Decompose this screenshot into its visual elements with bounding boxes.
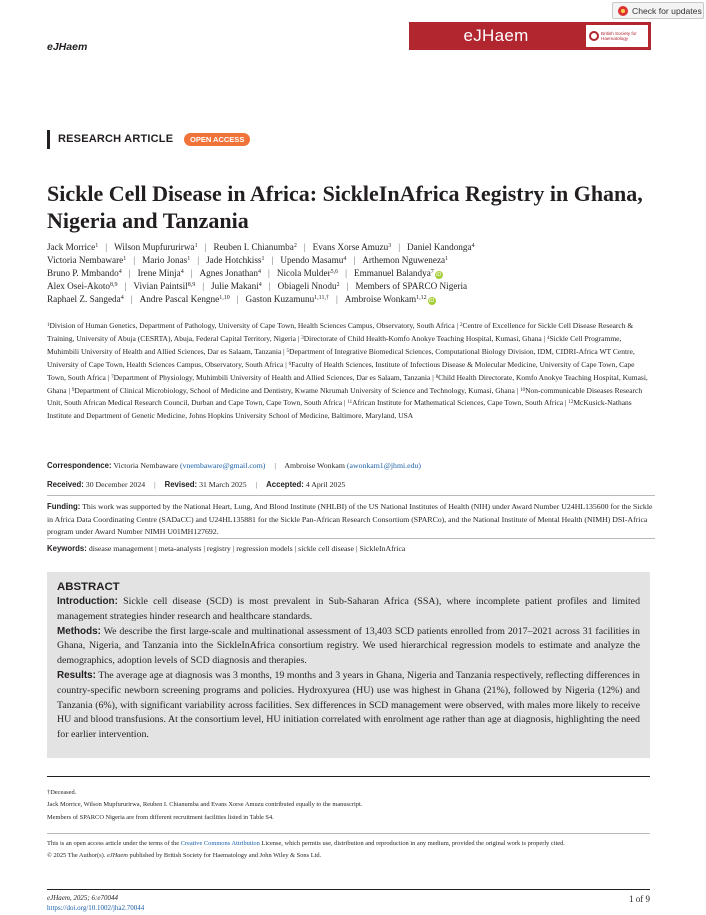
article-dates: Received: 30 December 2024 | Revised: 31 March 2025 | Accepted: 4 April 2025 (47, 480, 346, 489)
society-line-2: Haematology (601, 36, 629, 41)
author-separator: | (190, 268, 193, 278)
author[interactable]: Agnes Jonathan$^4$ (199, 268, 261, 278)
affiliation: $^9$Department of Clinical Microbiology, School of Medicine and Dentistry, Kwame Nkrumah University of Science and Technology, Kumasi, Ghana (71, 385, 515, 395)
author-separator: | (202, 281, 205, 291)
author-list (47, 240, 677, 305)
funding-statement: Funding: This work was supported by the National Heart, Lung, And Blood Institute (NHLBI) of the US National Institutes of Health (NIH) under Award Number U24HL135600 for the Sickle in Africa Data Coordinating Centre (SADaCC) and U24HL135881 for the Sickle Pan-African Research Consortium (SPARCo), and the National Institute of Mental Health (NIMH) DSI-Africa program under Award Number NIMH U01MH127692. (47, 502, 653, 536)
abstract-box (47, 572, 650, 758)
journal-running-head: eJHaem (47, 41, 88, 53)
footnote-equal-contribution: Jack Morrice, Wilson Mupfururirwa, Reuben I. Chianumba and Evans Xorse Amuzu contributed equally to the manuscript. (47, 801, 363, 809)
correspondence-email-2[interactable]: (awonkam1@jhmi.edu) (346, 461, 421, 470)
footnotes (47, 787, 653, 824)
open-access-badge: OPEN ACCESS (184, 133, 250, 146)
society-logo (586, 25, 648, 47)
author[interactable]: Arthemon Nguweneza$^1$ (362, 255, 449, 265)
affiliation: $^7$Department of Physiology, Muhimbili University of Health and Allied Sciences, Dar es Salaam, Tanzania (111, 372, 431, 382)
affiliations: $^1$Division of Human Genetics, Department of Pathology, University of Cape Town, Health Sciences Campus, Observatory, South Africa | $^2$Centre of Excellence for Sickle Cell Disease Research & Training, University of Abuja (CESRTA), Abuja, Federal Capital Territory, Nigeria | $^3$Directorate of Child Health-Komfo Anokye Teaching Hospital, Kumasi, Ghana | $^4$Sickle Cell Programme, Muhimbili University of Health and Allied Sciences, Dar es Salaam, Tanzania | $^5$Department of Integrative Biomedical Sciences, Computational Biology Division, IDM, CIDRI-Africa WT Centre, University of Cape Town, Health Sciences Campus, Observatory, South Africa | $^6$Faculty of Health Sciences, Institute of Infectious Disease & Molecular Medicine, University of Cape Town, Cape Town, South Africa | $^7$Department of Physiology, Muhimbili University of Health and Allied Sciences, Dar es Salaam, Tanzania | $^8$Child Health Directorate, Komfo Anokye Teaching Hospital, Kumasi, Ghana | $^9$Department of Clinical Microbiology, School of Medicine and Dentistry, Kwame Nkrumah University of Science and Technology, Kumasi, Ghana | $^{10}$Non-communicable Diseases Research Unit, South African Medical Research Council, Durban and Cape Town, Cape Town, South Africa | $^{11}$African Institute for Mathematical Sciences, Cape Town, South Africa | $^{12}$McKusick-Nathans Institute and Department of Genetic Medicine, Johns Hopkins University School of Medicine, Baltimore, Maryland, USA (47, 321, 648, 421)
correspondence-name-1: Victoria Nembaware (113, 461, 179, 470)
received-date: 30 December 2024 (85, 480, 146, 489)
author-separator: | (353, 255, 356, 265)
author-line (47, 292, 677, 305)
crossmark-icon (618, 6, 628, 16)
category-bar (47, 130, 50, 149)
journal-banner (409, 22, 651, 50)
author[interactable]: Raphael Z. Sangeda$^4$ (47, 294, 124, 304)
author[interactable]: Andre Pascal Kengne$^{1,10}$ (139, 294, 230, 304)
author[interactable]: Jade Hotchkiss$^1$ (206, 255, 265, 265)
page-number: 1 of 9 (629, 894, 650, 904)
author[interactable]: Victoria Nembaware$^1$ (47, 255, 127, 265)
affiliation: $^{11}$African Institute for Mathematical Sciences, Cape Town, South Africa (347, 398, 564, 408)
article-title: Sickle Cell Disease in Africa: SickleInAfrica Registry in Ghana, Nigeria and Tanzania (47, 181, 643, 233)
creative-commons-link[interactable]: Creative Commons Attribution (180, 840, 260, 847)
author[interactable]: Vivian Paintsil$^{8,9}$ (133, 281, 196, 291)
author-line (47, 253, 677, 266)
affiliation: $^5$Department of Integrative Biomedical Sciences, Computational Biology Division, IDM, CIDRI-Africa WT Centre, University of Cape Town, Health Sciences Campus, Observatory, South Africa (47, 346, 635, 369)
check-for-updates-label: Check for updates (632, 5, 702, 16)
author-separator: | (124, 281, 127, 291)
author[interactable]: Alex Osei-Akoto$^{8,9}$ (47, 281, 118, 291)
footnote-members: Members of SPARCO Nigeria are from different recruitment facilities listed in Table S4. (47, 813, 274, 821)
article-type: RESEARCH ARTICLE (58, 133, 174, 145)
correspondence: Correspondence: Victoria Nembaware (vnembaware@gmail.com) | Ambroise Wonkam (awonkam1@jhmi.edu) (47, 461, 421, 470)
society-line-1: British Society for (601, 30, 637, 36)
divider (47, 538, 655, 539)
author-separator: | (197, 255, 200, 265)
affiliation: $^6$Faculty of Health Sciences, Institute of Infectious Disease & Molecular Medicine, University of Cape Town, Cape Town, South Africa (47, 359, 635, 382)
author[interactable]: Gaston Kuzamunu$^{1,11,\dagger}$ (245, 294, 329, 304)
author[interactable]: Emmanuel Balandya$^7$ iD (354, 268, 442, 278)
author[interactable]: Members of SPARCO Nigeria (355, 281, 468, 291)
author-line (47, 266, 677, 279)
author-separator: | (303, 242, 306, 252)
author-separator: | (345, 268, 347, 278)
affiliation: $^1$Division of Human Genetics, Department of Pathology, University of Cape Town, Health Sciences Campus, Observatory, South Africa (47, 321, 455, 330)
author[interactable]: Obiageli Nnodu$^2$ (277, 281, 340, 291)
doi-link[interactable]: https://doi.org/10.1002/jha2.70044 (47, 903, 145, 912)
society-logo-icon (589, 31, 599, 41)
orcid-icon[interactable]: iD (429, 298, 435, 304)
divider (47, 833, 650, 834)
author-separator: | (133, 255, 136, 265)
author-line (47, 279, 677, 292)
author[interactable]: Upendo Masamu$^4$ (280, 255, 347, 265)
author-separator: | (271, 255, 274, 265)
author[interactable]: Daniel Kandonga$^4$ (407, 242, 475, 252)
license-statement: This is an open access article under the terms of the Creative Commons Attribution License, which permits use, distribution and reproduction in any medium, provided the original work is properly cited. © 2025 The Author(s). eJHaem published by British Society for Haematology and John Wiley & Sons Ltd. (47, 838, 653, 862)
divider (47, 495, 655, 496)
orcid-icon[interactable]: iD (436, 272, 442, 278)
author[interactable]: Evans Xorse Amuzu$^3$ (312, 242, 392, 252)
author-separator: | (105, 242, 108, 252)
citation (47, 894, 144, 913)
abstract-results: Results: The average age at diagnosis was 3 months, 19 months and 3 years in Ghana, Nigeria and Tanzania respectively, reflecting differences in country-specific newborn screening programs and policies. Hydroxyurea (HU) use was highest in Ghana (21%), followed by Nigeria (12%) and Tanzania (6%), with significant variability across facilities. Sex differences in SCD management were observed, with males more likely to receive HU and blood transfusions. At the consortium level, HU initiation correlated with enrolment age rather than age at diagnosis, highlighting the need for earlier intervention. (57, 669, 640, 741)
affiliation: $^{10}$Non-communicable Diseases Research Unit, South African Medical Research Council, Durban and Cape Town, Cape Town, South Africa (47, 385, 643, 408)
citation-line: eJHaem, 2025; 6:e70044 (47, 894, 118, 902)
author[interactable]: Ambroise Wonkam$^{1,12}$ iD (344, 294, 435, 304)
abstract-methods: Methods: We describe the first large-scale and multinational assessment of 13,403 SCD patients enrolled from 2017–2021 across 31 facilities in Ghana, Nigeria, and Tanzania into the SickleInAfrica consortium registry. We used hierarchical regression models to estimate and analyze the demographics, adoption levels of SCD diagnosis and therapies. (57, 625, 640, 667)
author[interactable]: Bruno P. Mmbando$^4$ (47, 268, 122, 278)
author-separator: | (130, 294, 133, 304)
correspondence-name-2: Ambroise Wonkam (284, 461, 345, 470)
author-separator: | (267, 268, 270, 278)
author-separator: | (236, 294, 239, 304)
accepted-date: 4 April 2025 (305, 480, 346, 489)
footnote-deceased: †Deceased. (47, 789, 77, 796)
author[interactable]: Jack Morrice$^1$ (47, 242, 99, 252)
author-separator: | (128, 268, 131, 278)
author-line (47, 240, 677, 253)
journal-banner-title: eJHaem (463, 26, 529, 45)
copyright: © 2025 The Author(s). eJHaem published by British Society for Haematology and John Wiley & Sons Ltd. (47, 851, 322, 859)
affiliation: $^4$Sickle Cell Programme, Muhimbili University of Health and Allied Sciences, Dar es Salaam, Tanzania (47, 333, 622, 356)
author-separator: | (268, 281, 271, 291)
author-separator: | (346, 281, 349, 291)
author-separator: | (204, 242, 207, 252)
author[interactable]: Reuben I. Chianumba$^2$ (213, 242, 297, 252)
author-separator: | (335, 294, 338, 304)
footnote-rule (47, 776, 650, 777)
affiliation: $^{12}$McKusick-Nathans Institute and Department of Genetic Medicine, Johns Hopkins University School of Medicine, Baltimore, Maryland, USA (47, 398, 632, 421)
footer-rule (47, 889, 650, 890)
correspondence-email-1[interactable]: (vnembaware@gmail.com) (180, 461, 266, 470)
author-separator: | (398, 242, 401, 252)
abstract-introduction: Introduction: Sickle cell disease (SCD) is most prevalent in Sub-Saharan Africa (SSA), where incomplete patient profiles and limited management strategies hinder research and healthcare standards. (57, 596, 641, 622)
author[interactable]: Wilson Mupfururirwa$^1$ (114, 242, 198, 252)
author[interactable]: Julie Makani$^4$ (211, 281, 262, 291)
author[interactable]: Nicola Mulder$^{5,6}$ (276, 268, 339, 278)
author[interactable]: Irene Minja$^4$ (137, 268, 184, 278)
check-for-updates-button[interactable] (612, 2, 704, 19)
abstract-heading: ABSTRACT (57, 581, 120, 593)
author[interactable]: Mario Jonas$^1$ (142, 255, 191, 265)
affiliation: $^3$Directorate of Child Health-Komfo Anokye Teaching Hospital, Kumasi, Ghana (301, 333, 542, 343)
affiliation: $^2$Centre of Excellence for Sickle Cell Disease Research & Training, University of Abuja (CESRTA), Abuja, Federal Capital Territory, Nigeria (47, 321, 634, 343)
keywords: Keywords: disease management | meta-analysts | registry | regression models | sickle cell disease | SickleInAfrica (47, 544, 406, 553)
revised-date: 31 March 2025 (199, 480, 247, 489)
affiliation: $^8$Child Health Directorate, Komfo Anokye Teaching Hospital, Kumasi, Ghana (47, 372, 648, 395)
